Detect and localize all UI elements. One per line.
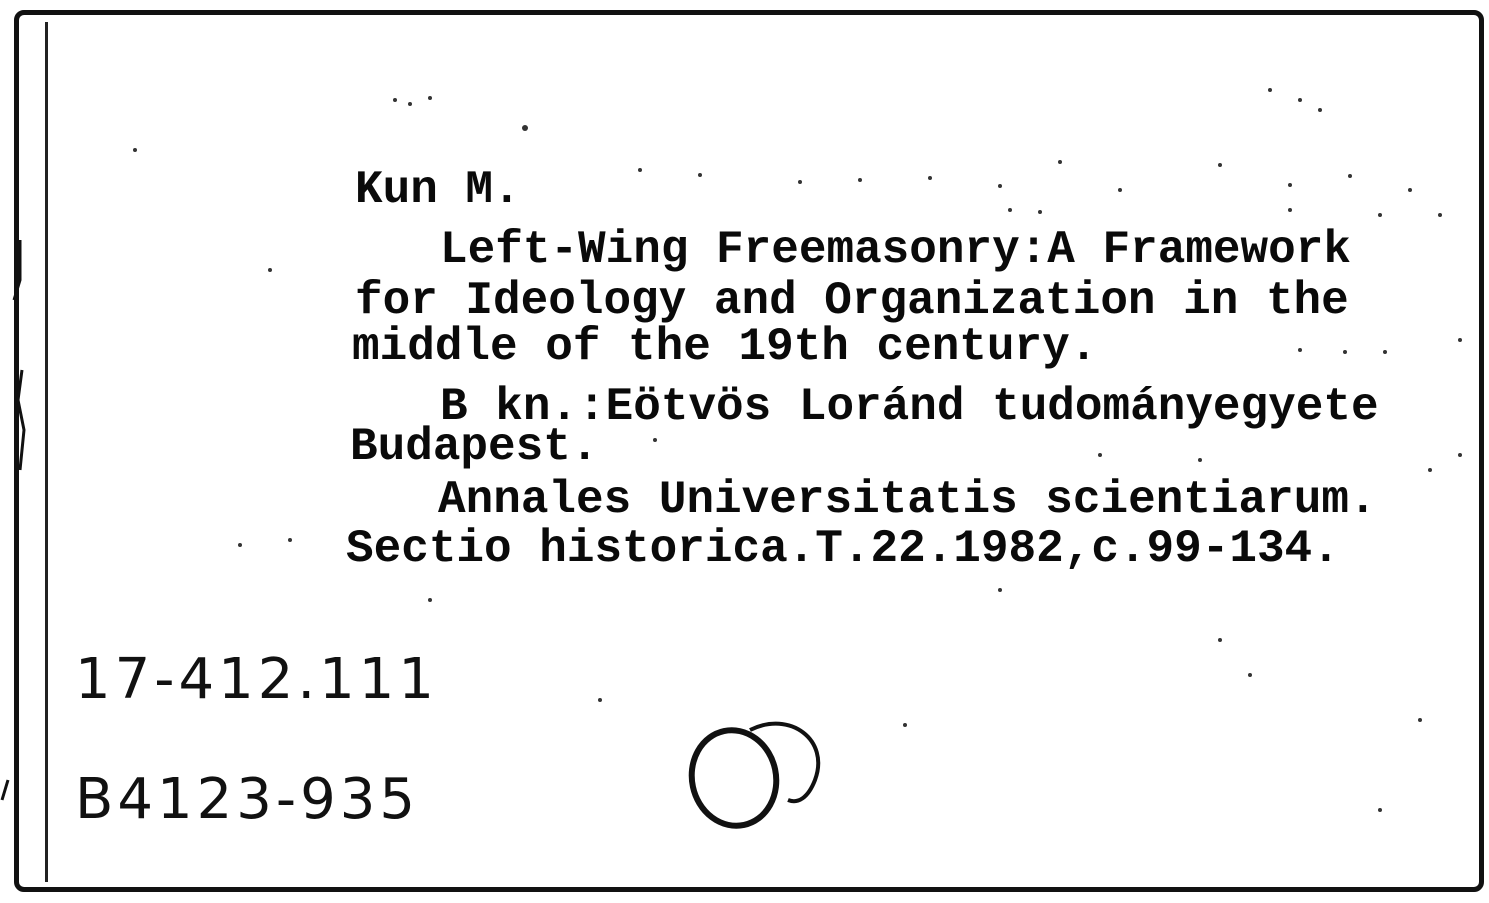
source-line-1: B kn.:Eötvös Loránd tudományegyete <box>440 381 1379 433</box>
circle-mark <box>680 700 840 840</box>
title-line-2: for Ideology and Organization in the <box>355 275 1349 327</box>
margin-rule <box>45 22 48 882</box>
series-line-2: Sectio historica.T.22.1982,c.99-134. <box>346 523 1340 575</box>
title-line-1: Left-Wing Freemasonry:A Framework <box>440 224 1351 276</box>
call-number-handwritten-1: 17-412.111 <box>75 647 439 712</box>
author-line: Kun M. <box>355 164 521 216</box>
source-line-2: Budapest. <box>350 421 599 473</box>
call-number-handwritten-2: B4123-935 <box>75 767 420 832</box>
title-line-3: middle of the 19th century. <box>352 321 1098 373</box>
series-line-1: Annales Universitatis scientiarum. <box>438 474 1377 526</box>
